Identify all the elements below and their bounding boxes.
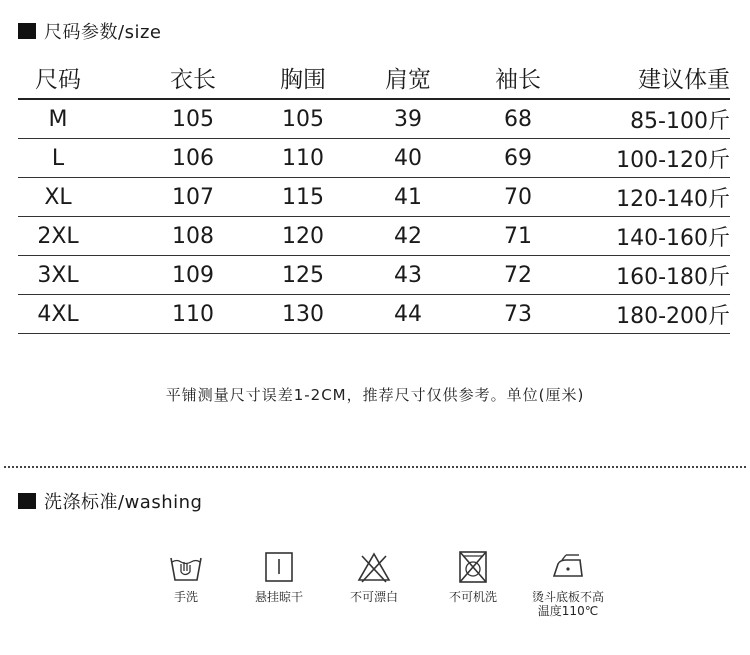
cell-sleeve: 70 bbox=[504, 184, 532, 210]
header-sleeve: 袖长 bbox=[495, 66, 541, 93]
cell-length: 108 bbox=[172, 223, 214, 249]
care-label: 不可漂白 bbox=[349, 590, 398, 604]
cell-weight: 180-200斤 bbox=[616, 303, 730, 329]
table-row bbox=[18, 100, 730, 139]
cell-length: 110 bbox=[172, 301, 214, 327]
care-item-hand-wash bbox=[136, 550, 236, 604]
section-divider bbox=[4, 466, 746, 468]
table-row bbox=[18, 295, 730, 334]
cell-size: L bbox=[51, 145, 65, 171]
cell-size: XL bbox=[44, 184, 72, 210]
cell-length: 107 bbox=[172, 184, 214, 210]
care-instructions bbox=[0, 550, 750, 630]
size-section-header bbox=[18, 18, 161, 44]
no-bleach-icon bbox=[356, 550, 392, 584]
cell-chest: 115 bbox=[282, 184, 324, 210]
header-chest: 胸围 bbox=[280, 66, 326, 93]
header-size: 尺码 bbox=[35, 66, 81, 93]
cell-chest: 120 bbox=[282, 223, 324, 249]
hand-wash-icon bbox=[168, 550, 204, 584]
cell-sleeve: 68 bbox=[504, 106, 532, 132]
header-weight: 建议体重 bbox=[638, 66, 730, 93]
cell-weight: 100-120斤 bbox=[616, 147, 730, 173]
cell-size: M bbox=[48, 106, 68, 132]
cell-shoulder: 41 bbox=[394, 184, 422, 210]
size-section-title: 尺码参数/size bbox=[44, 22, 162, 43]
cell-chest: 125 bbox=[282, 262, 324, 288]
table-row bbox=[18, 139, 730, 178]
header-shoulder: 肩宽 bbox=[385, 66, 431, 93]
cell-size: 2XL bbox=[37, 223, 79, 249]
cell-sleeve: 69 bbox=[504, 145, 532, 171]
cell-length: 109 bbox=[172, 262, 214, 288]
cell-shoulder: 43 bbox=[394, 262, 422, 288]
care-label: 烫斗底板不高 温度110℃ bbox=[531, 590, 604, 618]
cell-size: 3XL bbox=[37, 262, 79, 288]
size-table bbox=[18, 56, 730, 334]
care-item-no-bleach bbox=[324, 550, 424, 604]
care-label: 悬挂晾干 bbox=[254, 590, 303, 604]
cell-sleeve: 72 bbox=[504, 262, 532, 288]
cell-size: 4XL bbox=[37, 301, 79, 327]
table-header-row bbox=[18, 56, 730, 100]
cell-chest: 105 bbox=[282, 106, 324, 132]
table-row bbox=[18, 256, 730, 295]
cell-weight: 120-140斤 bbox=[616, 186, 730, 212]
no-machine-wash-icon bbox=[455, 550, 491, 584]
hang-dry-icon bbox=[261, 550, 297, 584]
cell-length: 106 bbox=[172, 145, 214, 171]
cell-sleeve: 71 bbox=[504, 223, 532, 249]
section-marker bbox=[18, 493, 36, 509]
cell-shoulder: 40 bbox=[394, 145, 422, 171]
cell-weight: 85-100斤 bbox=[630, 108, 730, 134]
care-label: 不可机洗 bbox=[448, 590, 497, 604]
care-item-iron bbox=[518, 550, 618, 618]
care-item-hang-dry bbox=[229, 550, 329, 604]
washing-section-title: 洗涤标准/washing bbox=[44, 492, 203, 513]
care-label: 手洗 bbox=[173, 590, 198, 604]
cell-sleeve: 73 bbox=[504, 301, 532, 327]
care-item-no-machine-wash bbox=[423, 550, 523, 604]
washing-section-header bbox=[18, 488, 202, 514]
cell-chest: 110 bbox=[282, 145, 324, 171]
table-row bbox=[18, 217, 730, 256]
cell-chest: 130 bbox=[282, 301, 324, 327]
cell-weight: 140-160斤 bbox=[616, 225, 730, 251]
cell-length: 105 bbox=[172, 106, 214, 132]
cell-shoulder: 42 bbox=[394, 223, 422, 249]
header-length: 衣长 bbox=[170, 66, 216, 93]
cell-weight: 160-180斤 bbox=[616, 264, 730, 290]
cell-shoulder: 44 bbox=[394, 301, 422, 327]
cell-shoulder: 39 bbox=[394, 106, 422, 132]
iron-icon bbox=[550, 550, 586, 584]
table-row bbox=[18, 178, 730, 217]
measurement-note: 平铺测量尺寸误差1-2CM，推荐尺寸仅供参考。单位(厘米) bbox=[165, 386, 585, 404]
section-marker bbox=[18, 23, 36, 39]
